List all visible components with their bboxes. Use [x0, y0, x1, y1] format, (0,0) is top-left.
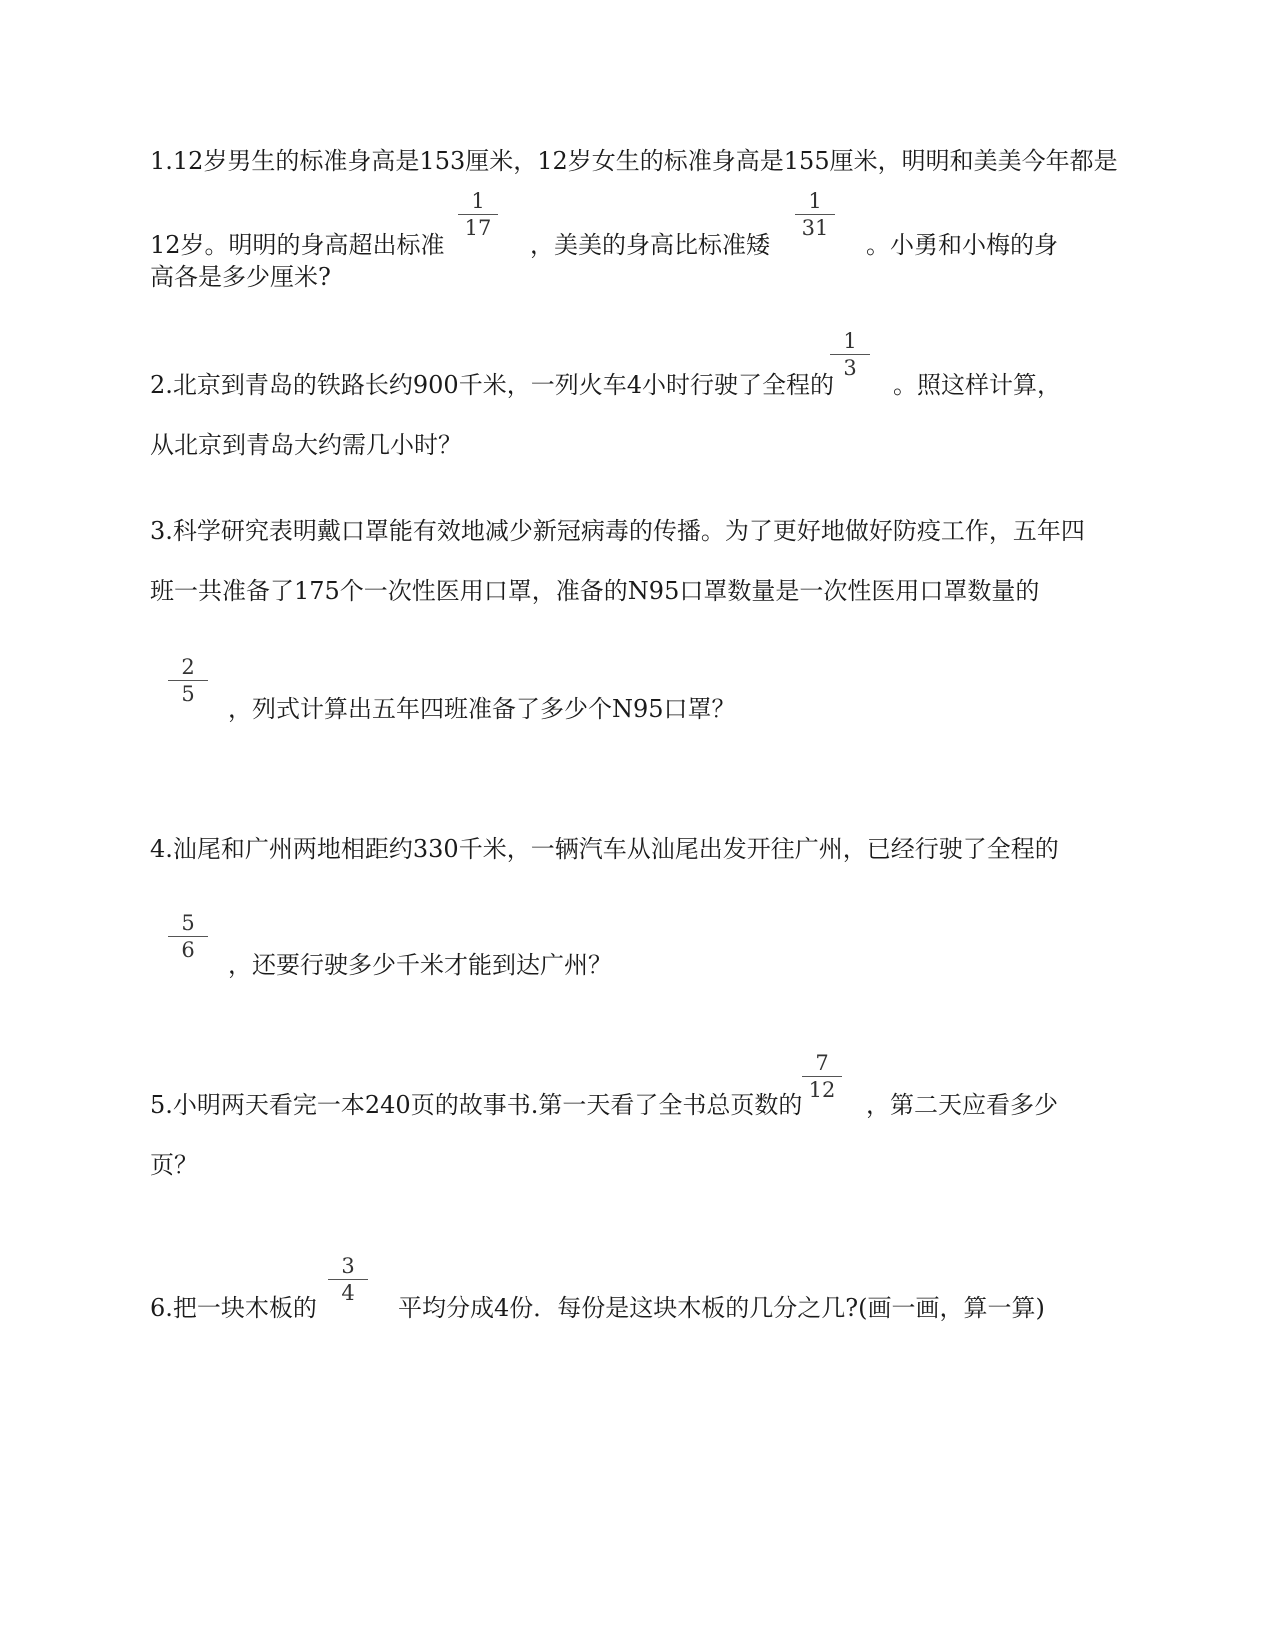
problem-4-line-1: 4.汕尾和广州两地相距约330千米，一辆汽车从汕尾出发开往广州，已经行驶了全程的: [150, 835, 1059, 863]
fraction-1-31: [795, 190, 835, 239]
problem-3-line-1: 3.科学研究表明戴口罩能有效地减少新冠病毒的传播。为了更好地做好防疫工作，五年四: [150, 517, 1085, 545]
fraction-numerator: 1: [471, 189, 485, 213]
problem-1-line-3: 高各是多少厘米?: [150, 263, 331, 291]
problem-6-line-1-part-b: 平均分成4份．每份是这块木板的几分之几?(画一画，算一算): [398, 1294, 1045, 1322]
fraction-bar: [458, 214, 498, 215]
problem-5-line-1-part-b: ，第二天应看多少: [866, 1091, 1058, 1119]
fraction-denominator: 6: [181, 938, 195, 962]
fraction-numerator: 5: [181, 911, 195, 935]
fraction-denominator: 17: [464, 216, 492, 240]
fraction-7-12: [802, 1052, 842, 1101]
fraction-numerator: 7: [815, 1051, 829, 1075]
problem-3-line-3: ，列式计算出五年四班准备了多少个N95口罩？: [228, 695, 736, 723]
fraction-numerator: 3: [341, 1254, 355, 1278]
fraction-numerator: 1: [808, 189, 822, 213]
fraction-numerator: 1: [843, 329, 857, 353]
fraction-bar: [802, 1076, 842, 1077]
fraction-denominator: 31: [801, 216, 829, 240]
problem-4-line-2: ，还要行驶多少千米才能到达广州？: [228, 951, 612, 979]
problem-1-line-2-part-b: ，美美的身高比标准矮: [530, 231, 770, 259]
fraction-3-4: [328, 1255, 368, 1304]
fraction-bar: [830, 354, 870, 355]
fraction-bar: [328, 1279, 368, 1280]
fraction-denominator: 4: [341, 1281, 355, 1305]
fraction-5-6: [168, 912, 208, 961]
fraction-bar: [168, 680, 208, 681]
problem-6-line-1-part-a: 6.把一块木板的: [150, 1294, 317, 1322]
problem-2-line-1-part-b: 。照这样计算，: [893, 371, 1061, 399]
problem-2-line-2: 从北京到青岛大约需几小时？: [150, 431, 462, 459]
problem-1-line-1: 1.12岁男生的标准身高是153厘米，12岁女生的标准身高是155厘米，明明和美美今年都是: [150, 147, 1118, 175]
fraction-denominator: 3: [843, 356, 857, 380]
problem-3-line-2: 班一共准备了175个一次性医用口罩，准备的N95口罩数量是一次性医用口罩数量的: [150, 577, 1040, 605]
problem-5-line-1-part-a: 5.小明两天看完一本240页的故事书.第一天看了全书总页数的: [150, 1091, 803, 1119]
fraction-2-5: [168, 656, 208, 705]
fraction-bar: [795, 214, 835, 215]
problem-2-line-1-part-a: 2.北京到青岛的铁路长约900千米，一列火车4小时行驶了全程的: [150, 371, 834, 399]
fraction-denominator: 5: [181, 682, 195, 706]
fraction-1-17: [458, 190, 498, 239]
fraction-1-3: [830, 330, 870, 379]
fraction-denominator: 12: [808, 1078, 836, 1102]
fraction-numerator: 2: [181, 655, 195, 679]
problem-1-line-2-part-c: 。小勇和小梅的身: [866, 231, 1058, 259]
problem-5-line-2: 页？: [150, 1151, 198, 1179]
problem-1-line-2-part-a: 12岁。明明的身高超出标准: [150, 231, 445, 259]
fraction-bar: [168, 936, 208, 937]
